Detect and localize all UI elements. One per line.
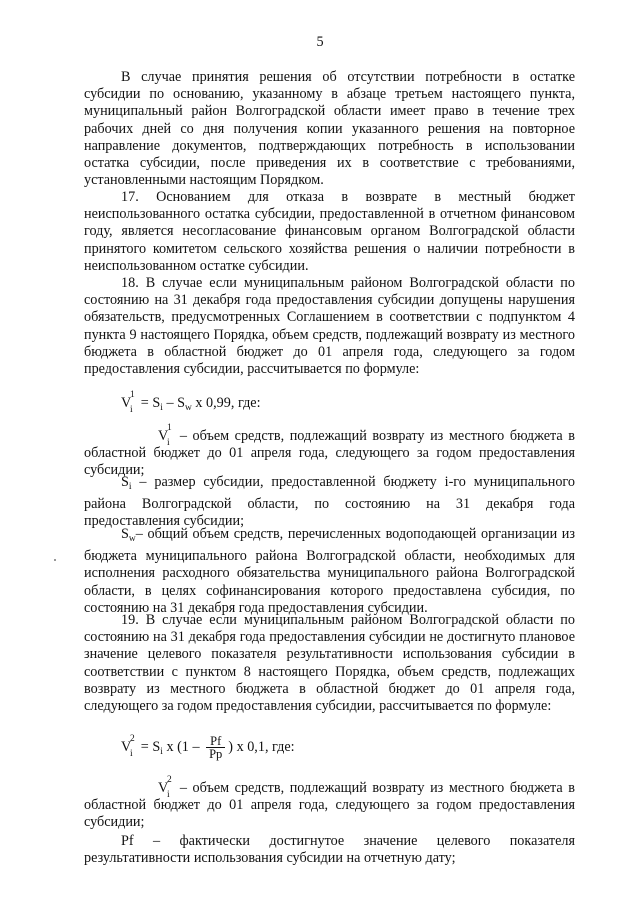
paragraph-text: В случае принятия решения об отсутствии потребности в остатке субсидии по основанию, указанному в абзаце третьем настоящего пункта, муниципальный район Волгоградской области имеет право в течение трех рабочих дней со дня получения копии указанного решения на повторное направление документов, подтверждающих потребность в использовании остатка субсидии, после приведения их в соответствие с требованиями, установленными настоящим Порядком. (84, 69, 575, 189)
paragraph-text: 18. В случае если муниципальным районом Волгоградской области по состоянию на 31 декабря года предоставления субсидии допущены нарушения обязательств, предусмотренных Соглашением в соответствии с подпунктом 4 пункта 9 настоящего Порядка, объем средств, подлежащий возврату из местного бюджета в областной бюджет до 01 апреля года, следующего за годом предоставления субсидии, рассчитывается по формуле: (84, 275, 575, 378)
paragraph-text: 17. Основанием для отказа в возврате в местный бюджет неиспользованного остатка субсидии, предоставленной в отчетном финансовом году, является несогласование финансовым органом Волгоградской области принятого комитетом сельского хозяйства решения о наличии потребности в неиспользованном остатке субсидии. (84, 189, 575, 274)
definition-text: – общий объем средств, перечисленных водоподающей организации из бюджета муниципального района Волгоградской области, необходимых для исполнения расходного обязательства муниципального района Волгоградской области, в целях софинансирования которого предоставлена субсидия, по состоянию на 31 декабря года предоставления субсидии. (84, 526, 575, 616)
paragraph-18 (84, 275, 575, 378)
definition-v2 (84, 775, 575, 832)
definition-pf (84, 833, 575, 867)
symbol-v-i-2: V 2 i (121, 733, 135, 759)
definition-text: – объем средств, подлежащий возврату из местного бюджета в областной бюджет до 01 апреля года, следующего за годом предоставления субсидии; (84, 428, 575, 479)
definition-v1 (84, 423, 575, 480)
paragraph-text: 19. В случае если муниципальным районом Волгоградской области по состоянию на 31 декабря года предоставления субсидии не достигнуто плановое значение целевого показателя результативности использования субсидии в соответствии с пунктом 8 настоящего Порядка, объем средств, подлежащих возврату из местного бюджета в областной бюджет до 01 апреля года, следующего за годом предоставления субсидии, рассчитывается по формуле: (84, 612, 575, 715)
definition-si: $S_i$ – размер субсидии, предоставленной бюджету i-го муниципального района Волгоградской области, по состоянию на 31 декабря года предоставления субсидии; (84, 474, 575, 530)
paragraph-19 (84, 612, 575, 715)
paragraph-17 (84, 189, 575, 275)
definition-sw: $S_w-$ общий объем средств, перечисленных водоподающей организации из бюджета муниципального района Волгоградской области, необходимых для исполнения расходного обязательства муниципального района Волгоградской области, в целях софинансирования которого предоставлена субсидия, по состоянию на 31 декабря года предоставления субсидии. (84, 526, 575, 616)
symbol-v-i-1: V 1 i (158, 423, 172, 448)
formula-v1: V 1 i = $S_i - S_w$ x 0,99, где: (121, 390, 261, 415)
paragraph-remainder-decision (84, 69, 575, 189)
page-number: 5 (316, 34, 324, 50)
formula-v2: V 2 i = $S_i$ x (1 – $\frac{Pf}{Pp}$ ) x 0,1, где: (121, 733, 295, 761)
definition-text: – объем средств, подлежащий возврату из местного бюджета в областной бюджет до 01 апреля года, следующего за годом предоставления субсидии; (84, 780, 575, 831)
definition-text: – размер субсидии, предоставленной бюджету i-го муниципального района Волгоградской области, по состоянию на 31 декабря года предоставления субсидии; (84, 474, 575, 530)
symbol-v-i-2: V 2 i (158, 775, 172, 800)
symbol-v-i-1: V 1 i (121, 390, 135, 415)
scan-speck (54, 559, 56, 561)
fraction-pf-pp: $\frac{Pf}{Pp}$ (206, 735, 225, 760)
definition-text: Pf – фактически достигнутое значение целевого показателя результативности использования субсидии на отчетную дату; (84, 833, 575, 867)
